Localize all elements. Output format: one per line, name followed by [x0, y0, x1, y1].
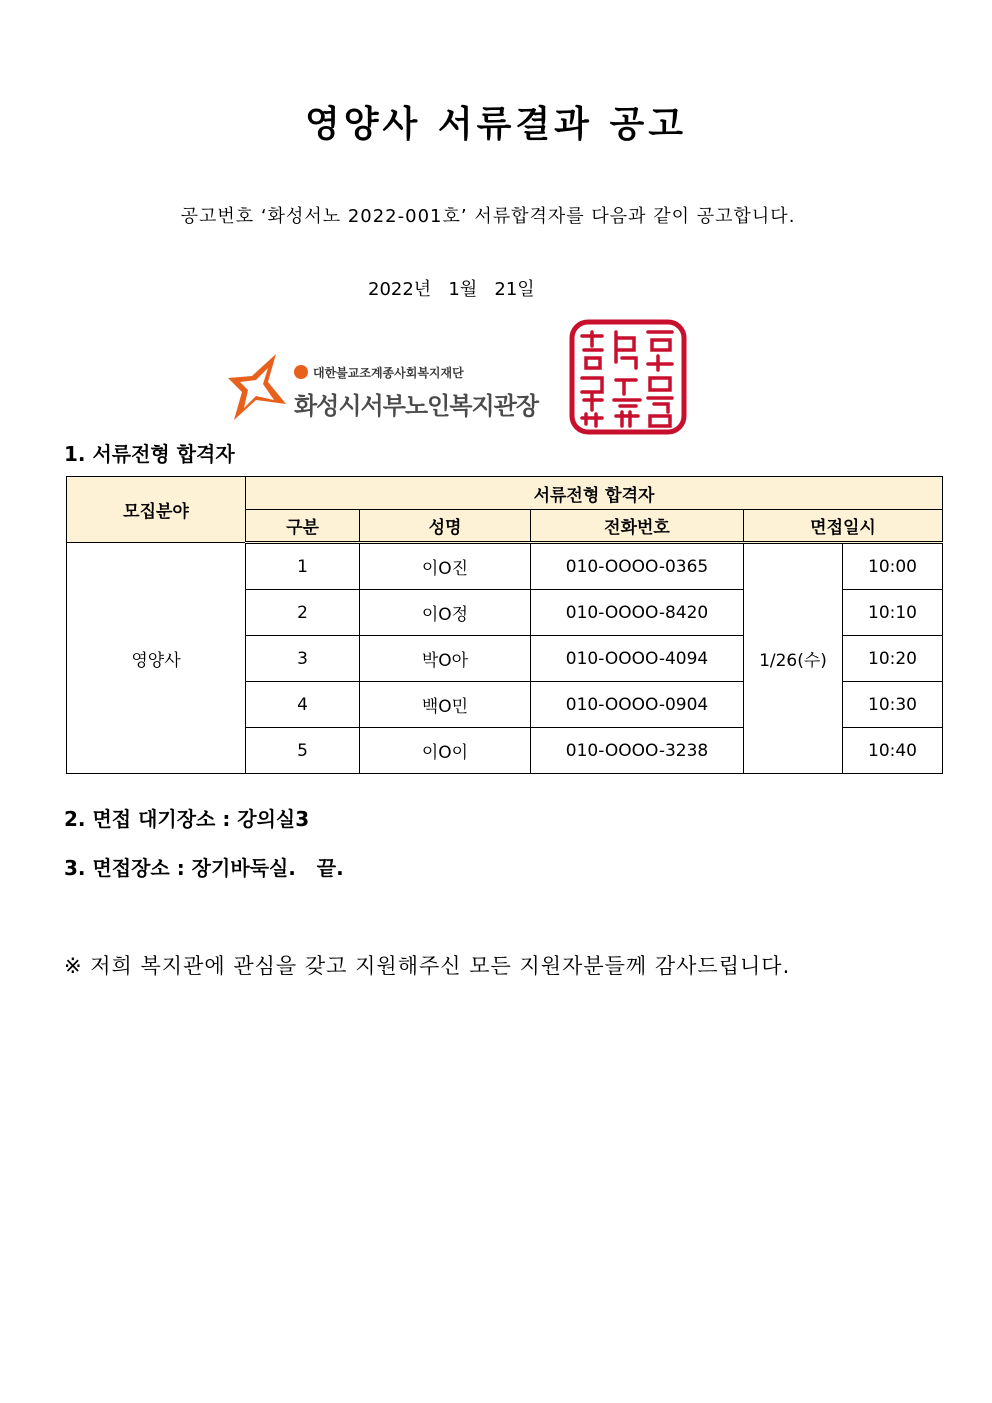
- column-header-interview: 면접일시: [744, 510, 943, 543]
- time-cell: 10:30: [843, 682, 943, 728]
- column-group-header: 서류전형 합격자: [246, 477, 943, 510]
- phone-cell: 010-OOOO-4094: [531, 636, 744, 682]
- name-cell: 이O정: [360, 590, 531, 636]
- star-logo-icon: [228, 352, 288, 422]
- page-title: 영양사 서류결과 공고: [304, 104, 688, 145]
- phone-cell: 010-OOOO-0904: [531, 682, 744, 728]
- time-cell: 10:40: [843, 728, 943, 774]
- time-cell: 10:00: [843, 543, 943, 590]
- passers-table: [66, 476, 943, 774]
- organization-name: 화성시서부노인복지관장: [294, 392, 539, 420]
- name-cell: 이O이: [360, 728, 531, 774]
- number-cell: 3: [246, 636, 360, 682]
- time-cell: 10:10: [843, 590, 943, 636]
- number-cell: 5: [246, 728, 360, 774]
- section-heading-document-passers: 1. 서류전형 합격자: [64, 442, 235, 466]
- section-waiting-room: 2. 면접 대기장소 : 강의실3: [64, 807, 310, 831]
- phone-cell: 010-OOOO-8420: [531, 590, 744, 636]
- column-header-phone: 전화번호: [531, 510, 744, 543]
- interview-date-cell: 1/26(수): [744, 543, 843, 774]
- number-cell: 2: [246, 590, 360, 636]
- name-cell: 이O진: [360, 543, 531, 590]
- phone-cell: 010-OOOO-3238: [531, 728, 744, 774]
- column-header-number: 구분: [246, 510, 360, 543]
- number-cell: 1: [246, 543, 360, 590]
- section-interview-location: 3. 면접장소 : 장기바둑실. 끝.: [64, 856, 344, 880]
- organization-subtitle: 대한불교조계종사회복지재단: [294, 364, 464, 381]
- phone-cell: 010-OOOO-0365: [531, 543, 744, 590]
- time-cell: 10:20: [843, 636, 943, 682]
- organization-logo: [228, 352, 558, 424]
- dharma-wheel-icon: [294, 365, 308, 379]
- official-seal-stamp: [568, 318, 688, 436]
- table-row: [67, 543, 943, 590]
- column-header-field: 모집분야: [67, 477, 246, 543]
- thank-you-notice: ※ 저희 복지관에 관심을 갖고 지원해주신 모든 지원자분들께 감사드립니다.: [64, 954, 791, 978]
- field-cell: 영양사: [67, 543, 246, 774]
- number-cell: 4: [246, 682, 360, 728]
- name-cell: 백O민: [360, 682, 531, 728]
- announcement-date: 2022년 1월 21일: [368, 279, 535, 300]
- announcement-text: 공고번호 ‘화성서노 2022-001호’ 서류합격자를 다음과 같이 공고합니다.: [180, 206, 796, 227]
- name-cell: 박O아: [360, 636, 531, 682]
- column-header-name: 성명: [360, 510, 531, 543]
